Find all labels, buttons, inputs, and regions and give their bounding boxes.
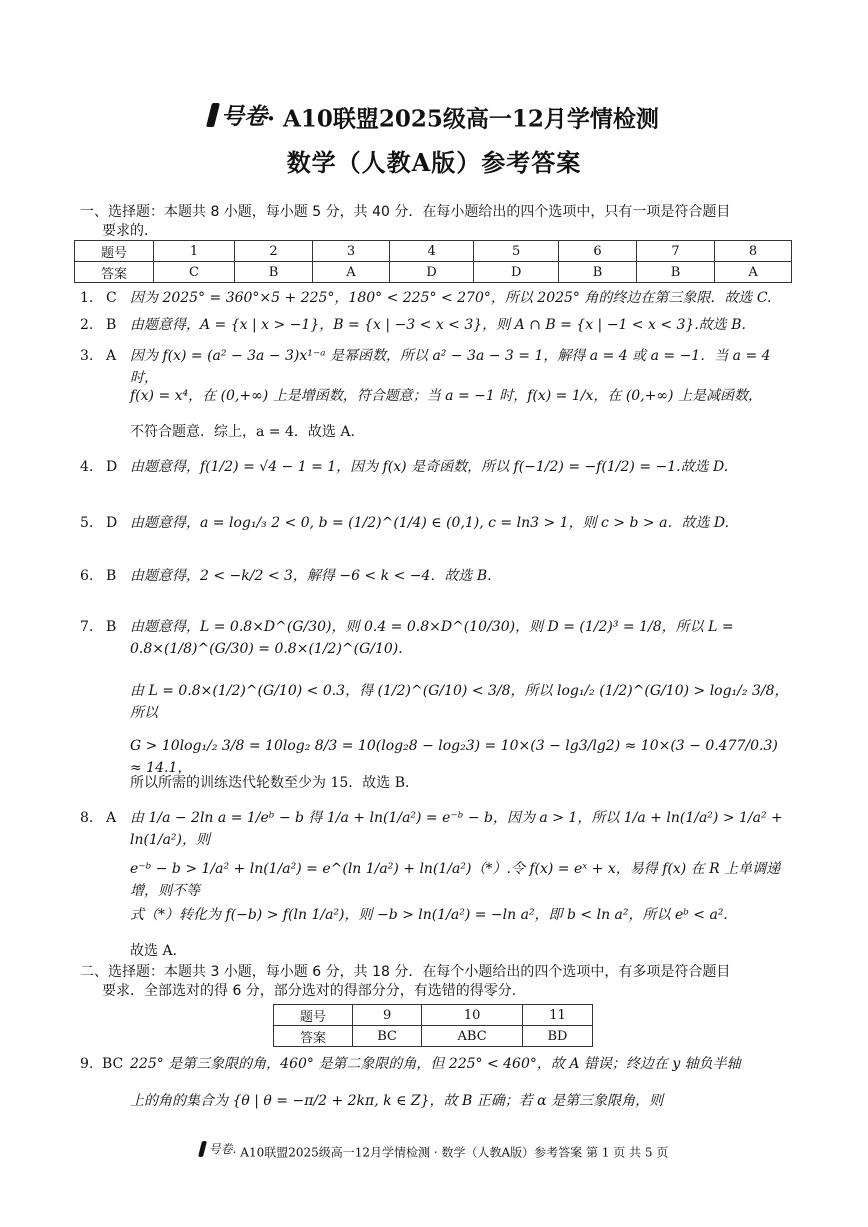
- answer-table-1: [74, 240, 792, 283]
- item-7-continuation-3: 所以所需的训练迭代轮数至少为 15．故选 B.: [130, 775, 410, 791]
- table-cell: B: [558, 262, 636, 283]
- section-1-line-1: 一、选择题：本题共 8 小题，每小题 5 分，共 40 分．在每小题给出的四个选项中，只有一项是符合题目: [80, 204, 731, 220]
- item-8-continuation-2: 式（*）转化为 f(−b) > f(ln 1/a²)，则 −b > ln(1/a²) = −ln a²，即 b < ln a²，所以 eᵇ < a².: [130, 907, 728, 923]
- item-answer: D: [106, 459, 118, 475]
- item-number: 9.: [80, 1056, 94, 1072]
- item-text: 因为 f(x) = (a² − 3a − 3)x¹⁻ᵃ 是幂函数，所以 a² − 3a − 3 = 1，解得 a = 4 或 a = −1．当 a = 4 时，: [130, 348, 771, 386]
- table-cell: 3: [313, 241, 390, 262]
- footer-text: · A10联盟2025级高一12月学情检测 · 数学（人教A版）参考答案 第 1 页 共 5 页: [232, 1145, 669, 1160]
- item-number: 6.: [80, 568, 94, 584]
- footer-brand: [200, 1140, 233, 1157]
- page-title: [0, 98, 868, 134]
- item-text: 由题意得，A = {x | x > −1}，B = {x | −3 < x < 3}，则 A ∩ B = {x | −1 < x < 3}.故选 B.: [130, 317, 746, 333]
- item-number: 8.: [80, 810, 94, 826]
- table-cell: 2: [234, 241, 312, 262]
- brand-logo: [209, 98, 267, 131]
- item-text: 由题意得，L = 0.8×D^(G/30)，则 0.4 = 0.8×D^(10/30)，则 D = (1/2)³ = 1/8，所以 L = 0.8×(1/8)^(G/30) = 0.8×(1/2)^(G/10).: [130, 619, 734, 657]
- table-cell: 10: [422, 1005, 523, 1026]
- item-answer: D: [106, 515, 118, 531]
- table-answer-label: 答案: [75, 262, 154, 283]
- table-header-label: 题号: [75, 241, 154, 262]
- section-2-line-2: 要求．全部选对的得 6 分，部分选对的得部分分，有选错的得零分.: [102, 983, 517, 999]
- title-line-1: · A10联盟2025级高一12月学情检测: [267, 105, 659, 133]
- item-number: 7.: [80, 619, 94, 635]
- item-8-continuation-3: 故选 A.: [130, 943, 178, 959]
- item-text: 由题意得，f(1/2) = √4 − 1 = 1，因为 f(x) 是奇函数，所以 f(−1/2) = −f(1/2) = −1.故选 D.: [130, 459, 729, 475]
- table-cell: 4: [389, 241, 474, 262]
- table-cell: D: [389, 262, 474, 283]
- section-1-heading: [80, 203, 790, 241]
- item-text: 225° 是第三象限的角，460° 是第二象限的角，但 225° < 460°，故 A 错误；终边在 y 轴负半轴: [130, 1056, 741, 1072]
- section-2-line-1: 二、选择题：本题共 3 小题，每小题 6 分，共 18 分．在每个小题给出的四个选项中，有多项是符合题目: [80, 964, 731, 980]
- table-cell: 7: [637, 241, 715, 262]
- item-number: 5.: [80, 515, 94, 531]
- table-cell: D: [474, 262, 559, 283]
- item-answer: B: [106, 619, 117, 635]
- item-answer: BC: [102, 1056, 124, 1072]
- table-cell: 5: [474, 241, 559, 262]
- table-cell: 6: [558, 241, 636, 262]
- table-answer-label: 答案: [274, 1026, 353, 1047]
- page-footer: [0, 1140, 868, 1161]
- item-9-continuation-1: 上的角的集合为 {θ | θ = −π/2 + 2kπ, k ∈ Z}，故 B 正确；若 α 是第三象限角，则: [130, 1093, 664, 1109]
- item-number: 3.: [80, 348, 94, 364]
- item-text: 由题意得，2 < −k/2 < 3，解得 −6 < k < −4．故选 B.: [130, 568, 492, 584]
- brush-stroke-icon: [206, 103, 220, 127]
- table-row: [75, 241, 792, 262]
- item-7-continuation-1: 由 L = 0.8×(1/2)^(G/10) < 0.3，得 (1/2)^(G/10) < 3/8，所以 log₁/₂ (1/2)^(G/10) > log₁/₂ 3/8，所以: [130, 683, 789, 721]
- table-cell: C: [154, 262, 235, 283]
- table-cell: B: [637, 262, 715, 283]
- table-cell: B: [234, 262, 312, 283]
- item-3-continuation-2: 不符合题意．综上，a = 4．故选 A.: [130, 424, 355, 440]
- item-7-continuation-2: G > 10log₁/₂ 3/8 = 10log₂ 8/3 = 10(log₂8 − log₂3) = 10×(3 − lg3/lg2) ≈ 10×(3 − 0.477/0.3) ≈ 14.1，: [130, 738, 778, 776]
- item-text: 由题意得，a = log₁/₃ 2 < 0, b = (1/2)^(1/4) ∈ (0,1), c = ln3 > 1，则 c > b > a．故选 D.: [130, 515, 730, 531]
- item-answer: B: [106, 568, 117, 584]
- item-answer: A: [106, 348, 117, 364]
- answer-table-2: [273, 1004, 593, 1047]
- page-subtitle: 数学（人教A版）参考答案: [286, 148, 582, 177]
- table-cell: 9: [353, 1005, 422, 1026]
- item-number: 2.: [80, 317, 94, 333]
- item-answer: B: [106, 317, 117, 333]
- table-row: [274, 1005, 593, 1026]
- item-text: 由 1/a − 2ln a = 1/eᵇ − b 得 1/a + ln(1/a²) = e⁻ᵇ − b，因为 a > 1，所以 1/a + ln(1/a²) > 1/a² + ln(1/a²)，则: [130, 810, 783, 848]
- item-3-continuation-1: f(x) = x⁴，在 (0,+∞) 上是增函数，符合题意；当 a = −1 时，f(x) = 1/x，在 (0,+∞) 上是减函数，: [130, 388, 762, 404]
- table-row: [274, 1026, 593, 1047]
- item-number: 1.: [80, 290, 94, 306]
- table-cell: ABC: [422, 1026, 523, 1047]
- table-cell: 8: [715, 241, 792, 262]
- section-2-heading: [80, 963, 790, 1001]
- item-number: 4.: [80, 459, 94, 475]
- item-8-continuation-1: e⁻ᵇ − b > 1/a² + ln(1/a²) = e^(ln 1/a²) + ln(1/a²)（*）.令 f(x) = eˣ + x，易得 f(x) 在 R 上单调递增，则不等: [130, 861, 781, 899]
- table-cell: BC: [353, 1026, 422, 1047]
- table-cell: 1: [154, 241, 235, 262]
- table-cell: 11: [522, 1005, 592, 1026]
- table-row: [75, 262, 792, 283]
- brush-stroke-icon: [198, 1141, 207, 1157]
- table-cell: A: [715, 262, 792, 283]
- table-header-label: 题号: [274, 1005, 353, 1026]
- item-answer: C: [106, 290, 117, 306]
- table-cell: BD: [522, 1026, 592, 1047]
- item-text: 因为 2025° = 360°×5 + 225°，180° < 225° < 270°，所以 2025° 角的终边在第三象限．故选 C.: [130, 290, 772, 306]
- footer-brand-text: 号卷: [208, 1142, 233, 1156]
- brand-text: 号卷: [221, 103, 268, 130]
- table-cell: A: [313, 262, 390, 283]
- section-1-line-2: 要求的．: [102, 223, 158, 239]
- item-answer: A: [106, 810, 117, 826]
